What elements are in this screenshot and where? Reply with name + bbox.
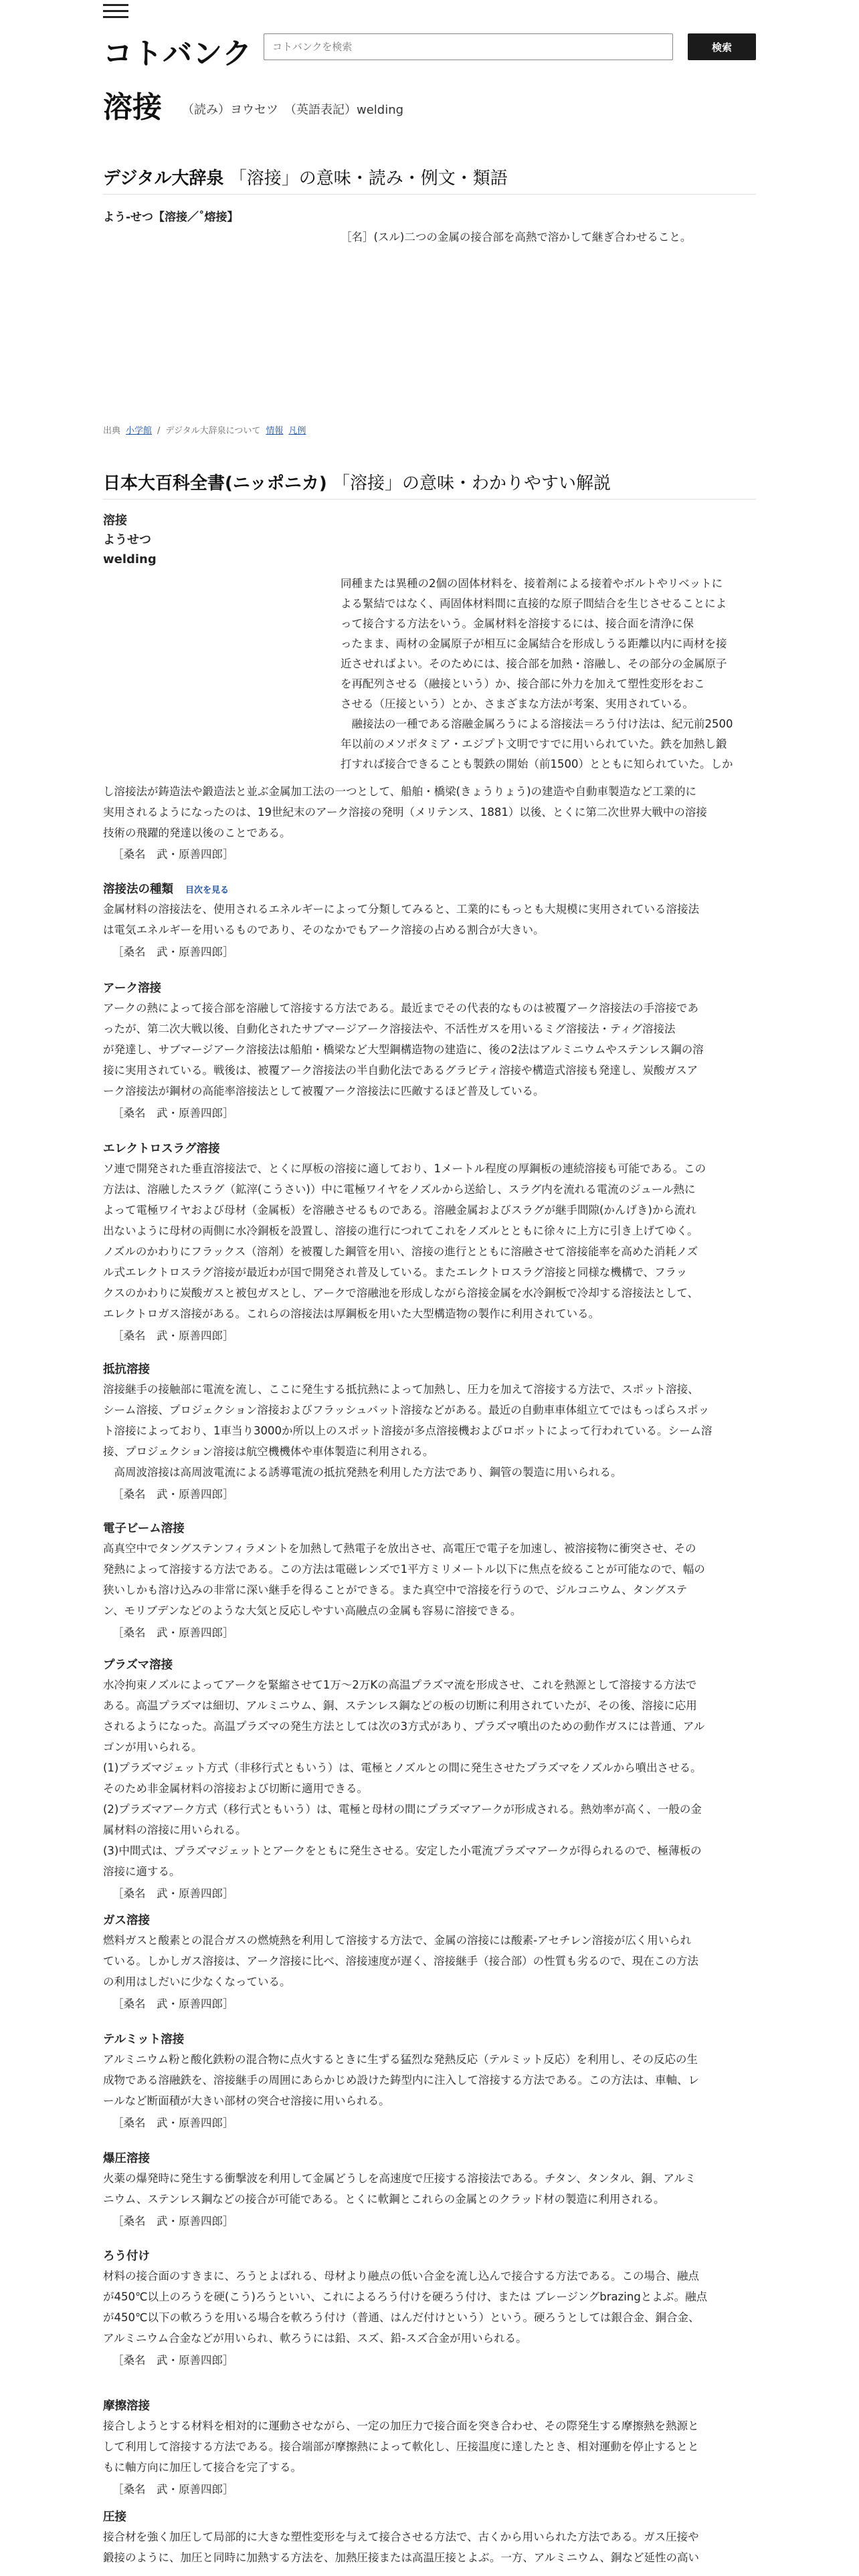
section-body <box>103 899 756 940</box>
section-line: ン、モリブデンなどのような大気と反応しやすい高融点の金属も容易に溶接できる。 <box>103 1604 522 1617</box>
section-line: 材料の接合面のすきまに、ろうとよばれる、母材より融点の低い合金を流し込んで接合する方法である。この場合、融点 <box>103 2270 699 2282</box>
section-line: アルミニウム粉と酸化鉄粉の混合物に点火するときに生ずる猛烈な発熱反応（テルミット反応）を利用し、その反応の生 <box>103 2053 698 2066</box>
section-heading: アーク溶接 <box>103 982 161 995</box>
section-line: (3)中間式は、プラズマジェットとアークをともに発生させる。安定した小電流プラズマアークが得られるので、極薄板の <box>103 1844 702 1857</box>
section-body <box>103 2266 756 2349</box>
section-body <box>103 2168 756 2210</box>
page-title: 溶接 <box>103 90 162 124</box>
section-line: クスのかわりに炭酸ガスと被包ガスとし、アークで溶融池を形成しながら溶接金属を水冷銅板で冷却する溶接法として、 <box>103 1287 699 1299</box>
search-input[interactable] <box>264 33 673 60</box>
section-line: (2)プラズマアーク方式（移行式ともいう）は、電極と母材の間にプラズマアークが形成される。熱効率が高く、一般の金 <box>103 1803 702 1816</box>
section-heading: 圧接 <box>103 2510 126 2524</box>
intro-line: 技術の飛躍的発達以後のことである。 <box>103 827 291 839</box>
section-line: ル式エレクトロスラグ溶接が最近わが国で開発され普及している。またエレクトロスラグ溶接と同様な機構で、フラッ <box>103 1266 688 1279</box>
section-line: ールなど断面積が大きい部材の突合せ溶接に用いられる。 <box>103 2095 390 2107</box>
section-heading: 電子ビーム溶接 <box>103 1522 185 1535</box>
section-line: 出ないように母材の両側に水冷銅板を設置し、溶接の進行につれてこれをノズルとともに徐々に上方に引き上げてゆく。 <box>103 1224 698 1237</box>
section-line: 接に実用されている。戦後は、被覆アーク溶接法の半自動化法であるグラビティ溶接や構造式溶接も発達し、炭酸ガスア <box>103 1064 698 1077</box>
author-credit: ［桑名 武・原善四郎］ <box>112 1329 234 1342</box>
section-line: 金属材料の溶接法を、使用されるエネルギーによって分類してみると、工業的にもっとも大規模に実用されている溶接法 <box>103 903 699 916</box>
section-line: 高周波溶接は高周波電流による誘導電流の抵抗発熱を利用した方法であり、鋼管の製造に用いられる。 <box>103 1466 622 1479</box>
section-line: が450℃以下の軟ろうを用いる場合を軟ろう付け（普通、はんだ付けという）という。硬ろうとしては銀合金、銅合金、 <box>103 2311 700 2324</box>
author-credit: ［桑名 武・原善四郎］ <box>112 1488 234 1501</box>
section-line: ある。高温プラズマは細切、アルミニウム、銅、ステンレス鋼などの板の切断に利用されていたが、その後、溶接に応用 <box>103 1699 697 1712</box>
section-line: されるようになった。高温プラズマの発生方法としては次の3方式があり、プラズマ噴出のための動作ガスには普通、アル <box>103 1720 705 1733</box>
section-body <box>103 2049 756 2111</box>
section-line: の利用はしだいに少なくなっている。 <box>103 1975 291 1988</box>
intro-line: って接合する方法をいう。金属材料を溶接するには、接合面を清浄に保 <box>341 617 694 630</box>
intro-line: 年以前のメソポタミア・エジプト文明ですでに用いられていた。鉄を加熱し鍛 <box>341 738 727 750</box>
section-heading: 抵抗溶接 <box>103 1363 150 1376</box>
section-line: 水冷拘束ノズルによってアークを緊縮させて1万～2万Kの高温プラズマ流を形成させ、これを熱源として溶接する方法で <box>103 1679 697 1691</box>
author-credit: ［桑名 武・原善四郎］ <box>112 1626 234 1639</box>
section-heading: ガス溶接 <box>103 1914 150 1927</box>
section-line: ト溶接によっており、1車当り3000か所以上のスポット溶接が多点溶接機およびロボットによって行われている。シーム溶 <box>103 1424 712 1437</box>
section-line: 属材料の溶接に用いられる。 <box>103 1824 247 1836</box>
menu-icon[interactable] <box>103 4 128 19</box>
daijisen-definition: ［名］(スル)二つの金属の接合部を高熱で溶かして継ぎ合わせること。 <box>341 231 692 243</box>
author-credit: ［桑名 武・原善四郎］ <box>112 848 234 861</box>
intro-line: を再配列させる（融接という）か、接合部に外力を加えて塑性変形をおこ <box>341 677 705 690</box>
section-line: ゴンが用いられる。 <box>103 1741 203 1753</box>
section-heading: テルミット溶接 <box>103 2033 185 2046</box>
publisher-link[interactable]: 小学館 <box>126 426 153 436</box>
section-line: 接、プロジェクション溶接は航空機機体や車体製造に利用される。 <box>103 1445 434 1458</box>
section-body <box>103 1930 756 1992</box>
author-credit: ［桑名 武・原善四郎］ <box>112 1107 234 1119</box>
daijisen-entry-heading: よう‐せつ【溶接／˚熔接】 <box>103 211 239 224</box>
author-credit: ［桑名 武・原善四郎］ <box>112 946 234 958</box>
section-heading: プラズマ溶接 <box>103 1658 173 1672</box>
nipponica-intro-right <box>341 574 756 774</box>
intro-line: 実用されるようになったのは、19世紀末のアーク溶接の発明（メリテンス、1881）以後、とくに第二次世界大戦中の溶接 <box>103 806 707 819</box>
section-body <box>103 1379 756 1483</box>
author-credit: ［桑名 武・原善四郎］ <box>112 1998 234 2010</box>
section-line: ニウム、ステンレス鋼などの接合が可能である。とくに軟鋼とこれらの金属とのクラッド材の製造に利用される。 <box>103 2193 665 2206</box>
intro-line: 近させればよい。そのためには、接合部を加熱・溶融し、その部分の金属原子 <box>341 657 727 670</box>
intro-line: ったまま、両材の金属原子が相互に金属結合を形成しうる距離以内に両材を接 <box>341 637 727 650</box>
section-line: 燃料ガスと酸素との混合ガスの燃焼熱を利用して溶接する方法で、金属の溶接には酸素‐アセチレン溶接が広く用いられ <box>103 1934 692 1947</box>
legend-link[interactable]: 凡例 <box>288 426 306 436</box>
section-line: ったが、第二次大戦以後、自動化されたサブマージアーク溶接法や、不活性ガスを用いるミグ溶接法・ティグ溶接法 <box>103 1023 676 1035</box>
intro-line: し溶接法が鋳造法や鍛造法と並ぶ金属加工法の一つとして、船舶・橋梁(きょうりょう)の建造や自動車製造など工業的に <box>103 785 697 798</box>
section-line: ソ連で開発された垂直溶接法で、とくに厚板の溶接に適しており、1メートル程度の厚鋼板の連続溶接も可能である。この <box>103 1162 706 1175</box>
section-line: が発達し、サブマージアーク溶接法は船舶・橋梁など大型鋼構造物の建造に、後の2法はアルミニウムやステンレス鋼の溶 <box>103 1043 704 1056</box>
info-link[interactable]: 情報 <box>266 426 284 436</box>
search-button[interactable]: 検索 <box>688 33 756 60</box>
section-line: ノズルのかわりにフラックス（溶剤）を被覆した鋼管を用い、溶接の進行とともに溶融させて溶接能率を高めた消耗ノズ <box>103 1245 698 1258</box>
section-line: 発熱によって溶接する方法である。この方法は電磁レンズで1平方ミリメートル以下に焦点を絞ることが可能なので、幅の <box>103 1563 705 1576</box>
nipponica-section-title: 日本大百科全書(ニッポニカ) 「溶接」の意味・わかりやすい解説 <box>103 473 611 494</box>
section-heading: 溶接法の種類 目次を見る <box>103 883 229 896</box>
section-body <box>103 998 756 1101</box>
author-credit: ［桑名 武・原善四郎］ <box>112 2117 234 2129</box>
section-heading: 爆圧溶接 <box>103 2152 150 2165</box>
intro-line: させる（圧接という）とか、さまざまな方法が考案、実用されている。 <box>341 697 694 710</box>
section-line: は電気エネルギーを用いるものであり、そのなかでもアーク溶接の占める割合が大きい。 <box>103 924 545 936</box>
section-line: (1)プラズマジェット方式（非移行式ともいう）は、電極とノズルとの間に発生させたプラズマをノズルから噴出させる。 <box>103 1761 702 1774</box>
daijisen-source: 出典 小学館 / デジタル大辞泉について 情報 凡例 <box>103 426 306 436</box>
section-line: そのため非金属材料の溶接および切断に適用できる。 <box>103 1782 368 1795</box>
author-credit: ［桑名 武・原善四郎］ <box>112 2483 234 2496</box>
divider <box>103 194 756 195</box>
section-line: が450℃以上のろうを硬(こう)ろうといい、これによるろう付けを硬ろう付け、または ブレージングbrazingとよぶ。融点 <box>103 2290 708 2303</box>
daijisen-section-title: デジタル大辞泉 「溶接」の意味・読み・例文・類語 <box>103 169 508 189</box>
section-line: よって電極ワイヤおよび母材（金属板）を溶融させるものである。溶融金属およびスラグが継手間隙(かんげき)から流れ <box>103 1204 696 1216</box>
section-heading: エレクトロスラグ溶接 <box>103 1142 220 1156</box>
section-line: 方法は、溶融したスラグ（鉱滓(こうさい)）中に電極ワイヤをノズルから送給し、スラグ内を流れる電流のジュール熱に <box>103 1183 696 1196</box>
nipponica-intro-full <box>103 781 756 843</box>
section-body <box>103 1675 756 1882</box>
section-line: ーク溶接法が鋼材の高能率溶接法として被覆アーク溶接法に匹敵するほど普及している。 <box>103 1085 545 1097</box>
section-body <box>103 1158 756 1324</box>
author-credit: ［桑名 武・原善四郎］ <box>112 2215 234 2228</box>
section-line: もに軸方向に加圧して接合を完了する。 <box>103 2461 302 2474</box>
section-body <box>103 2527 756 2568</box>
section-body <box>103 2416 756 2478</box>
author-credit: ［桑名 武・原善四郎］ <box>112 1887 234 1900</box>
section-line: シーム溶接、プロジェクション溶接およびフラッシュバット溶接などがある。最近の自動車車体組立てではもっぱらスポッ <box>103 1404 710 1416</box>
section-line: ている。しかしガス溶接は、アーク溶接に比べ、溶接速度が遅く、溶接継手（接合部）の性質も劣るので、現在この方法 <box>103 1955 698 1967</box>
site-logo[interactable]: コトバンク <box>103 37 253 71</box>
section-line: 狭いしかも溶け込みの非常に深い継手を得ることができる。また真空中で溶接を行うので、ジルコニウム、タングステ <box>103 1584 688 1596</box>
section-line: 高真空中でタングステンフィラメントを加熱して熱電子を放出させ、高電圧で電子を加速し、被溶接物に衝突させ、その <box>103 1542 696 1555</box>
section-line: 鍛接のように、加圧と同時に加熱する方法を、加熱圧接または高温圧接とよぶ。一方、アルミニウム、銅など延性の高い <box>103 2551 699 2564</box>
section-line: して利用して溶接する方法である。接合端部が摩擦熱によって軟化し、圧接温度に達したとき、相対運動を停止するとと <box>103 2440 699 2453</box>
section-line: 接合しようとする材料を相対的に運動させながら、一定の加圧力で接合面を突き合わせ、その際発生する摩擦熱を熱源と <box>103 2420 699 2432</box>
section-heading: ろう付け <box>103 2250 150 2263</box>
section-line: 成物である溶融鉄を、溶接継手の周囲にあらかじめ設けた鋳型内に注入して溶接する方法である。この方法は、車軸、レ <box>103 2074 699 2086</box>
divider <box>103 499 756 500</box>
intro-line: 同種または異種の2個の固体材料を、接着剤による接着やボルトやリベットに <box>341 577 723 590</box>
section-line: アークの熱によって接合部を溶融して溶接する方法である。最近までその代表的なものは被覆アーク溶接法の手溶接であ <box>103 1002 699 1014</box>
toc-link[interactable]: 目次を見る <box>185 885 229 895</box>
author-credit: ［桑名 武・原善四郎］ <box>112 2354 234 2367</box>
section-line: アルミニウム合金などが用いられ、軟ろうには鉛、スズ、鉛‐スズ合金が用いられる。 <box>103 2332 527 2345</box>
section-line: エレクトロガス溶接がある。これらの溶接法は厚鋼板を用いた大型構造物の製作に利用されている。 <box>103 1307 600 1320</box>
intro-line: よる緊結ではなく、両固体材料間に直接的な原子間結合を生じさせることによ <box>341 597 727 610</box>
intro-line: 融接法の一種である溶融金属ろうによる溶接法＝ろう付け法は、紀元前2500 <box>341 718 733 730</box>
section-line: 溶接継手の接触部に電流を流し、ここに発生する抵抗熱によって加熱し、圧力を加えて溶接する方法で、スポット溶接、 <box>103 1383 699 1396</box>
section-line: 溶接に適する。 <box>103 1865 181 1878</box>
section-line: 接合材を強く加圧して局部的に大きな塑性変形を与えて接合させる方法で、古くから用いられた方法である。ガス圧接や <box>103 2531 699 2543</box>
section-line: 火薬の爆発時に発生する衝撃波を利用して金属どうしを高速度で圧接する溶接法である。チタン、タンタル、銅、アルミ <box>103 2172 696 2185</box>
headword-reading: （読み）ヨウセツ （英語表記）welding <box>182 103 404 117</box>
section-body <box>103 1538 756 1621</box>
section-heading: 摩擦溶接 <box>103 2399 150 2413</box>
intro-line: 打すれば接合できることも製鉄の開始（前1500）とともに知られていた。しか <box>341 758 733 770</box>
nipponica-entry-heading: 溶接 ようせつ welding <box>103 514 157 566</box>
